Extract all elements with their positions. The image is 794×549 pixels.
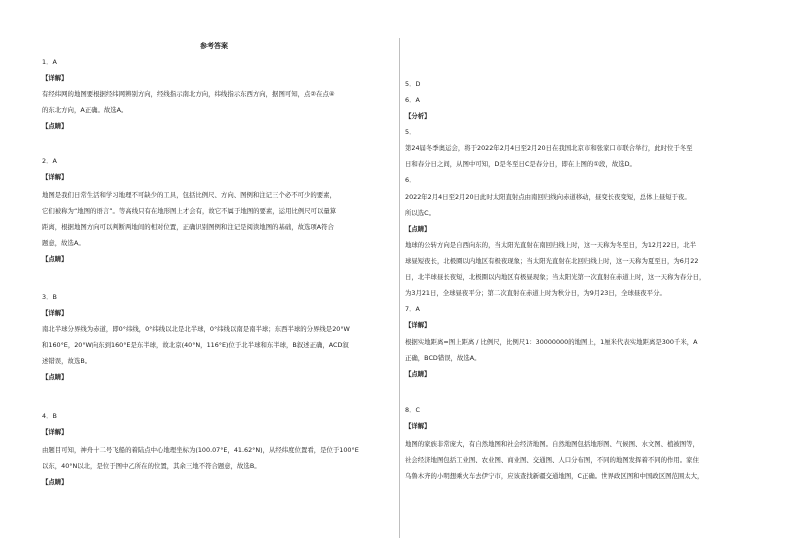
section-heading: 【分析】 <box>405 112 431 120</box>
page-title: 参考答案 <box>200 42 228 50</box>
left-column <box>42 0 384 549</box>
text-line: 5． <box>405 128 416 136</box>
text-line: 的东北方向，A正确。故选A。 <box>42 106 128 114</box>
text-line: 正确，BCD错误，故选A。 <box>405 354 481 362</box>
text-line: 以东，40°N以北，是位于图中乙所在的位置，其余三地不符合题意，故选B。 <box>42 462 261 470</box>
text-line: 地图是我们日常生活和学习地理不可缺少的工具，包括比例尺、方向、图例和注记三个必不可少的要素， <box>42 191 336 199</box>
section-heading: 【详解】 <box>42 173 68 181</box>
right-column <box>405 0 765 549</box>
section-heading: 【详解】 <box>42 428 68 436</box>
text-line: 日，北半球昼长夜短，北极圈以内地区有极昼现象；当太阳光第一次直射在赤道上时，这一天称为春分日， <box>405 273 706 281</box>
section-heading: 【详解】 <box>405 422 431 430</box>
text-line: 南北半球分界线为赤道，即0°纬线，0°纬线以北是北半球，0°纬线以南是南半球；东西半球的分界线是20°W <box>42 325 350 333</box>
text-line: 8．C <box>405 406 420 414</box>
text-line: 2022年2月4日至2月20日此时太阳直射点由南回归线向赤道移动，昼变长夜变短，总体上昼短于夜。 <box>405 193 691 201</box>
text-line: 由题目可知，神舟十二号飞船的着陆点中心地理坐标为(100.07°E，41.62°N)，从经纬度位置看，是位于100°E <box>42 446 359 454</box>
text-line: 6． <box>405 176 416 184</box>
section-heading: 【点睛】 <box>42 255 68 263</box>
section-heading: 【详解】 <box>42 74 68 82</box>
section-heading: 【点睛】 <box>42 478 68 486</box>
text-line: 地图的家族非常庞大，有自然地图和社会经济地图。自然地图包括地形图、气候图、水文图、植被图等， <box>405 440 699 448</box>
column-divider <box>399 38 400 538</box>
text-line: 7．A <box>405 305 420 313</box>
section-heading: 【点睛】 <box>42 122 68 130</box>
text-line: 3．B <box>42 293 57 301</box>
text-line: 2．A <box>42 157 57 165</box>
text-line: 日和春分日之间，从图中可知，D是冬至日C是春分日，即在上图的①段，故选D。 <box>405 160 636 168</box>
text-line: 5．D <box>405 80 421 88</box>
text-line: 乌鲁木齐的小明想乘火车去伊宁市，应该查找新疆交通地图，C正确。世界政区图和中国政区图范围太大， <box>405 472 704 480</box>
text-line: 它们被称为“地图的语言”。等高线只有在地形图上才会有，故它不属于地图的要素，运用比例尺可以量算 <box>42 207 337 215</box>
section-heading: 【详解】 <box>42 309 68 317</box>
text-line: 和160°E，20°W向东到160°E是东半球，故北京(40°N，116°E)位于北半球和东半球，B叙述正确，ACD叙 <box>42 341 349 349</box>
text-line: 为3月21日，全球昼夜平分；第二次直射在赤道上时为秋分日，为9月23日，全球昼夜平分。 <box>405 289 666 297</box>
text-line: 距离，根据地图方向可以判断两地间的相对位置，正确识别图例和注记是阅读地图的基础，故选项A符合 <box>42 223 334 231</box>
text-line: 所以选C。 <box>405 209 436 217</box>
section-heading: 【点睛】 <box>42 373 68 381</box>
text-line: 有经纬网的地图要根据经纬网辨别方向，经线指示南北方向，纬线指示东西方向，据图可知，点②在点④ <box>42 90 335 98</box>
text-line: 社会经济地图包括工业图、农业图、商业图、交通图、人口分布图，不同的地图发挥着不同的作用。家住 <box>405 456 699 464</box>
text-line: 球昼短夜长，北极圈以内地区有极夜现象；当太阳光直射在北回归线上时，这一天称为夏至日，为6月22 <box>405 257 699 265</box>
section-heading: 【详解】 <box>405 321 431 329</box>
section-heading: 【点睛】 <box>405 370 431 378</box>
text-line: 述错误，故选B。 <box>42 357 92 365</box>
text-line: 1．A <box>42 58 57 66</box>
text-line: 题意，故选A。 <box>42 239 85 247</box>
text-line: 6．A <box>405 96 420 104</box>
section-heading: 【点睛】 <box>405 225 431 233</box>
text-line: 地球的公转方向是自西向东的，当太阳光直射在南回归线上时，这一天称为冬至日，为12月22日，北半 <box>405 241 697 249</box>
text-line: 第24届冬季奥运会，将于2022年2月4日至2月20日在我国北京市和张家口市联合举行，此时位于冬至 <box>405 144 693 152</box>
text-line: 4．B <box>42 412 57 420</box>
text-line: 根据实地距离=图上距离 / 比例尺，比例尺1：30000000的地图上，1厘米代表实地距离是300千米，A <box>405 338 698 346</box>
